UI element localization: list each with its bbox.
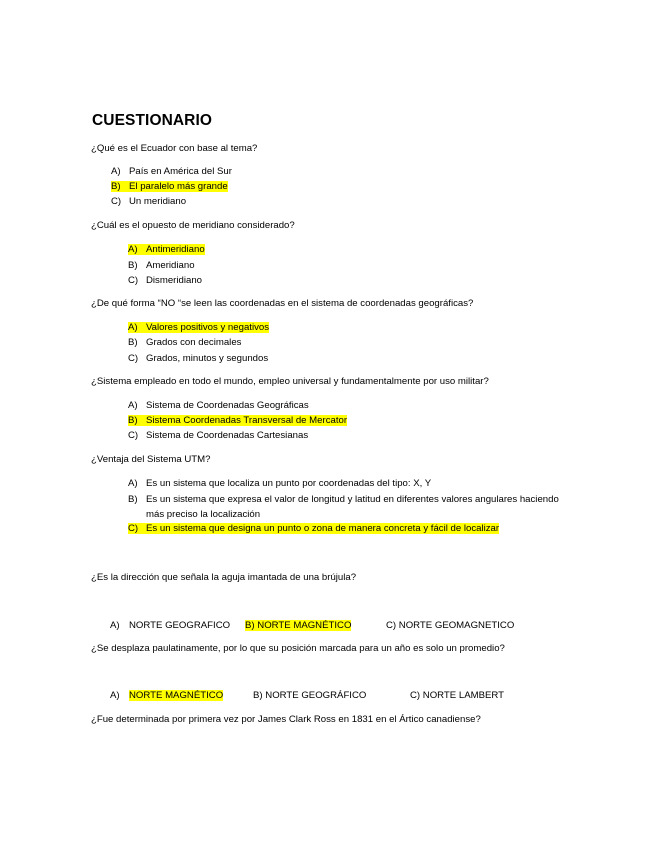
q3-option-a-highlighted [128, 322, 269, 333]
q1-option-b-highlighted [111, 181, 228, 192]
option-text: Es un sistema que localiza un punto por coordenadas del tipo: X, Y [146, 478, 432, 489]
q4-option-c [128, 430, 308, 441]
option-text: Sistema de Coordenadas Geográficas [146, 400, 309, 411]
option-letter: A) [128, 400, 138, 411]
option-text: Sistema Coordenadas Transversal de Mercator [146, 415, 348, 426]
option-letter: B) [128, 260, 138, 271]
option-letter: C) [128, 353, 139, 364]
q7-option-c: C) NORTE LAMBERT [410, 690, 504, 701]
q1-option-a [111, 166, 232, 177]
q4-option-b-highlighted [128, 415, 347, 426]
q3-option-b [128, 337, 241, 348]
option-letter: B) [111, 181, 121, 192]
q5-option-a [128, 478, 431, 489]
option-letter: C) [128, 430, 139, 441]
option-text: Valores positivos y negativos [146, 322, 270, 333]
question-8: ¿Fue determinada por primera vez por James Clark Ross en 1831 en el Ártico canadiense? [91, 714, 481, 725]
q2-option-b [128, 260, 195, 271]
option-letter: A) [111, 166, 121, 177]
question-4: ¿Sistema empleado en todo el mundo, empleo universal y fundamentalmente por uso militar? [91, 376, 489, 387]
option-text: Dismeridiano [146, 275, 202, 286]
option-letter: A) [110, 620, 120, 631]
option-letter: C) [128, 275, 139, 286]
option-text: Grados con decimales [146, 337, 242, 348]
question-7: ¿Se desplaza paulatinamente, por lo que su posición marcada para un año es solo un promedio? [91, 643, 505, 654]
option-text: Sistema de Coordenadas Cartesianas [146, 430, 309, 441]
option-text: NORTE GEOGRAFICO [129, 620, 231, 631]
q7-option-a [110, 690, 223, 701]
question-6: ¿Es la dirección que señala la aguja imantada de una brújula? [91, 572, 357, 583]
q5-option-c-highlighted [128, 523, 499, 534]
page-title: CUESTIONARIO [92, 112, 213, 129]
q2-option-c [128, 275, 202, 286]
question-5: ¿Ventaja del Sistema UTM? [91, 454, 211, 465]
option-text: Grados, minutos y segundos [146, 353, 269, 364]
option-letter: B) [128, 337, 138, 348]
option-text: País en América del Sur [129, 166, 232, 177]
q5-option-b [128, 493, 568, 522]
question-1: ¿Qué es el Ecuador con base al tema? [91, 143, 258, 154]
q3-option-c [128, 353, 268, 364]
option-text: Ameridiano [146, 260, 195, 271]
q7-option-b: B) NORTE GEOGRÁFICO [253, 690, 367, 701]
q6-option-b-highlighted: B) NORTE MAGNÉTICO [245, 620, 352, 631]
option-letter: C) [128, 523, 139, 534]
option-text: Un meridiano [129, 196, 187, 207]
option-letter: A) [128, 322, 138, 333]
option-letter: B) [128, 494, 138, 505]
q2-option-a-highlighted [128, 244, 205, 255]
option-text: Es un sistema que designa un punto o zona de manera concreta y fácil de localizar [146, 523, 500, 534]
option-text: Es un sistema que expresa el valor de longitud y latitud en diferentes valores angulares haciendo más preciso la localización [146, 494, 559, 520]
question-2: ¿Cuál es el opuesto de meridiano considerado? [91, 220, 295, 231]
option-letter: C) [111, 196, 122, 207]
option-text: El paralelo más grande [129, 181, 228, 192]
q6-option-a [110, 620, 230, 631]
option-text: Antimeridiano [146, 244, 205, 255]
question-3: ¿De qué forma “NO “se leen las coordenadas en el sistema de coordenadas geográficas? [91, 298, 474, 309]
option-text-highlighted: NORTE MAGNÉTICO [129, 690, 224, 701]
q1-option-c [111, 196, 186, 207]
q4-option-a [128, 400, 309, 411]
option-letter: B) [128, 415, 138, 426]
q6-option-c: C) NORTE GEOMAGNETICO [386, 620, 515, 631]
option-letter: A) [110, 690, 120, 701]
option-letter: A) [128, 478, 138, 489]
option-letter: A) [128, 244, 138, 255]
